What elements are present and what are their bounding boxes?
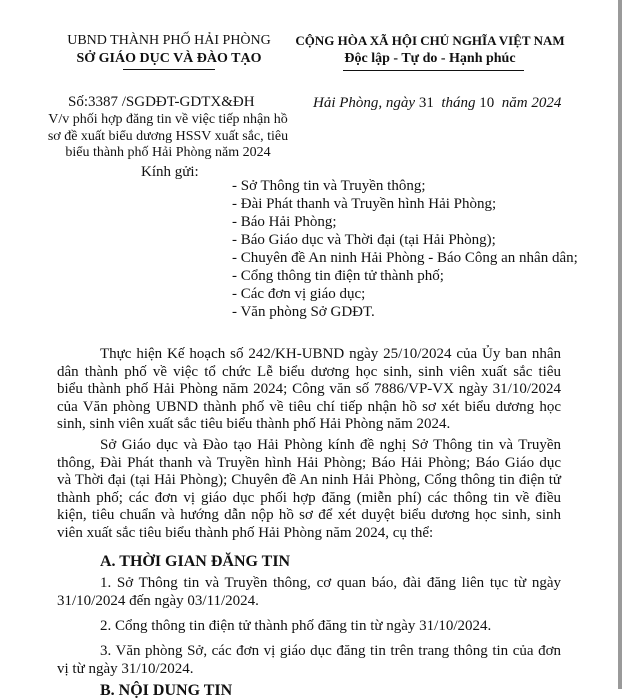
national-title: CỘNG HÒA XÃ HỘI CHỦ NGHĨA VIỆT NAM xyxy=(295,33,565,48)
recipient: - Cổng thông tin điện tử thành phố; xyxy=(232,268,444,284)
text-line: kiện, tiêu chuẩn và hướng dẫn nộp hồ sơ để xét duyệt biểu dương học sinh, sinh xyxy=(57,507,561,523)
text-line: dân thành phố về việc tổ chức Lễ biểu dương học sinh, sinh viên xuất sắc tiêu xyxy=(57,363,561,380)
text-line: thông, Đài Phát thanh và Truyền hình Hải Phòng; Báo Hải Phòng; Báo Giáo dục xyxy=(57,454,561,471)
recipient: - Đài Phát thanh và Truyền hình Hải Phòng; xyxy=(232,196,497,212)
recipient: - Sở Thông tin và Truyền thông; xyxy=(232,178,426,194)
text-line: viên xuất sắc tiêu biểu thành phố Hải Phòng năm 2024, cụ thể: xyxy=(57,524,434,541)
date-line xyxy=(313,95,561,112)
issuer-department: SỞ GIÁO DỤC VÀ ĐÀO TẠO xyxy=(76,51,262,66)
date-month: 10 xyxy=(479,95,495,111)
subject-line: V/v phối hợp đăng tin về việc tiếp nhận hồ xyxy=(48,112,288,127)
subject-line: biểu thành phố Hải Phòng năm 2024 xyxy=(65,145,271,160)
greeting: Kính gửi: xyxy=(141,164,199,180)
recipient: - Các đơn vị giáo dục; xyxy=(232,286,366,302)
recipient: - Báo Giáo dục và Thời đại (tại Hải Phòng); xyxy=(232,232,496,248)
date-place: Hải Phòng, ngày xyxy=(313,95,419,111)
section-a-item-2: 2. Cổng thông tin điện tử thành phố đăng tin từ ngày 31/10/2024. xyxy=(100,618,492,634)
section-b-heading: B. NỘI DUNG TIN xyxy=(100,682,233,699)
section-a-item-3-cont: vị từ ngày 31/10/2024. xyxy=(57,660,194,677)
recipient: - Báo Hải Phòng; xyxy=(232,214,337,230)
text-line: thành phố; các đơn vị giáo dục phối hợp đăng (miễn phí) các thông tin về điều xyxy=(57,489,561,506)
section-a-item-3: 3. Văn phòng Sở, các đơn vị giáo dục đăng tin trên trang thông tin của đơn xyxy=(100,643,561,659)
subject-line: sơ đề xuất biểu dương HSSV xuất sắc, tiêu xyxy=(47,128,289,144)
text-line: Thực hiện Kế hoạch số 242/KH-UBND ngày 25/10/2024 của Ủy ban nhân xyxy=(100,346,561,362)
national-motto: Độc lập - Tự do - Hạnh phúc xyxy=(344,51,516,66)
text-line: sinh, sinh viên xuất sắc tiêu biểu thành phố Hải Phòng năm 2024. xyxy=(57,416,451,432)
recipient: - Văn phòng Sở GDĐT. xyxy=(232,304,375,320)
issuer-authority: UBND THÀNH PHỐ HẢI PHÒNG xyxy=(67,33,271,48)
document-number: Số:3387 /SGDĐT-GDTX&ĐH xyxy=(68,94,255,110)
section-a-item-1-cont: 31/10/2024 đến ngày 03/11/2024. xyxy=(57,592,259,609)
date-year: năm 2024 xyxy=(494,95,562,111)
header-underline xyxy=(123,69,215,70)
section-a-item-1: 1. Sở Thông tin và Truyền thông, cơ quan báo, đài đăng liên tục từ ngày xyxy=(100,575,561,591)
text-line: Sở Giáo dục và Đào tạo Hải Phòng kính đề nghị Sở Thông tin và Truyền xyxy=(100,437,561,453)
date-day: 31 xyxy=(418,95,434,111)
section-a-heading: A. THỜI GIAN ĐĂNG TIN xyxy=(100,553,291,570)
text-line: và Thời đại (tại Hải Phòng); Chuyên đề An ninh Hải Phòng, Cổng thông tin điện tử xyxy=(57,472,561,488)
text-line: của Văn phòng UBND thành phố về tiêu chí tiếp nhận hồ sơ xét biểu dương học xyxy=(57,398,561,415)
date-month-label: tháng xyxy=(433,95,480,111)
scrollbar[interactable] xyxy=(618,0,622,689)
text-line: biểu thành phố Hải Phòng năm 2024; Công văn số 7886/VP-VX ngày 31/10/2024 xyxy=(57,381,561,397)
motto-underline xyxy=(343,70,524,71)
recipient: - Chuyên đề An ninh Hải Phòng - Báo Công an nhân dân; xyxy=(232,250,578,266)
